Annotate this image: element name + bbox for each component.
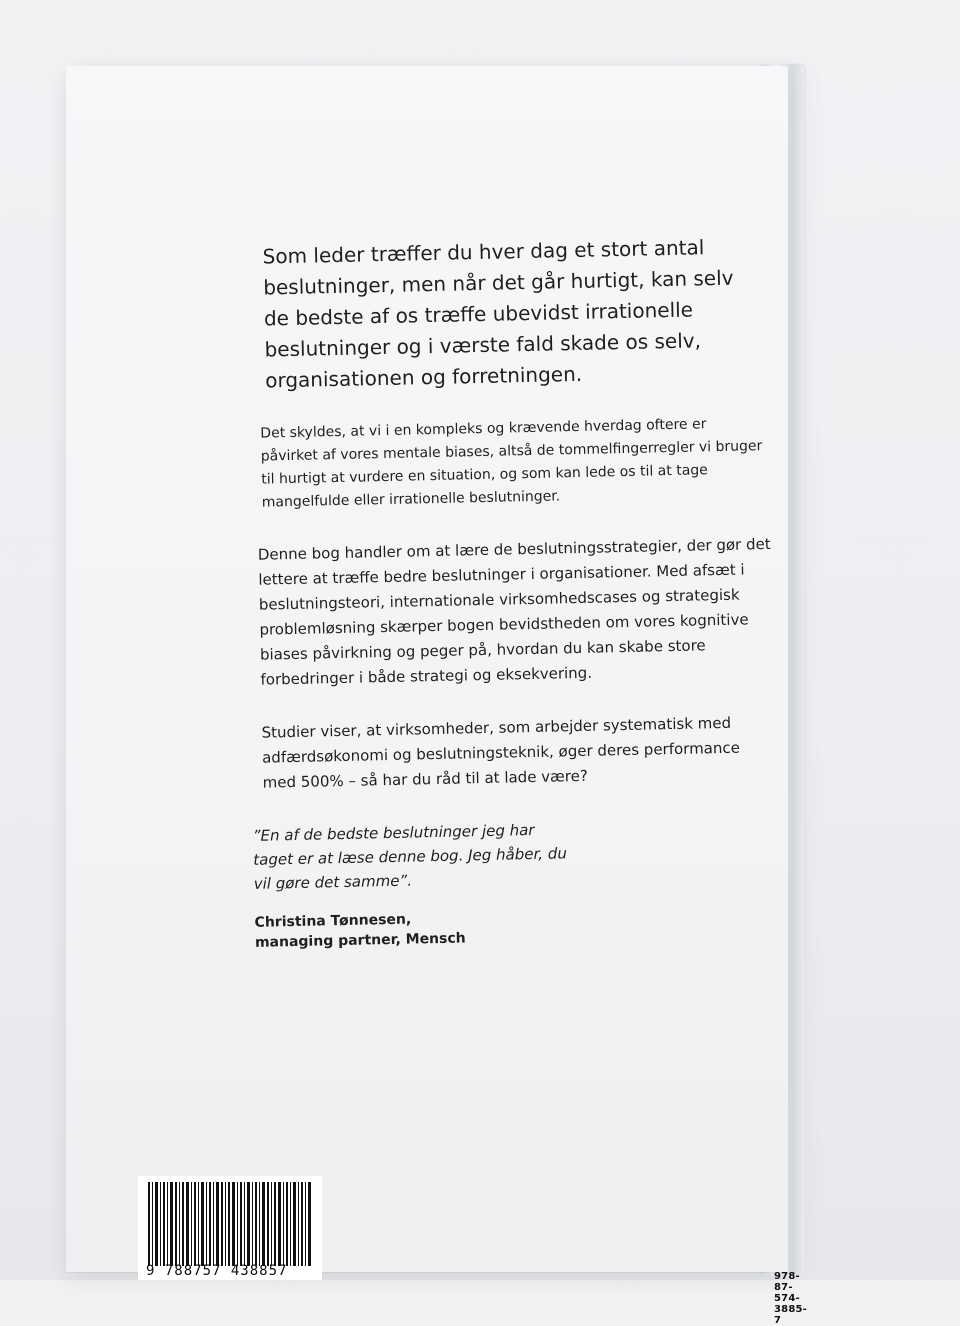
back-cover	[66, 66, 807, 1326]
quote-author	[254, 907, 515, 952]
quote-author-line-1: Christina Tønnesen,	[254, 911, 412, 931]
body-paragraph-2: Denne bog handler om at lære de beslutningsstrategier, der gør det lettere at træffe bedre beslutninger i organisationer. Med afsæt i beslutningsteori, internationale virksomhedscases og strategisk problemløsning skærper bogen bevidstheden om vores kognitive biases påvirkning og peger på, hvordan du kan skabe store forbedringer i både strategi og eksekvering.	[257, 534, 771, 689]
quote: ”En af de bedste beslutninger jeg har taget er at læse denne bog. Jeg håber, du vil gøre det samme”.	[252, 820, 568, 893]
back-cover-text	[240, 214, 811, 952]
body-paragraph-3: Studier viser, at virksomheder, som arbejder systematisk med adfærdsøkonomi og beslutningsteknik, øger deres performance med 500% – så har du råd til at lade være?	[261, 713, 741, 792]
barcode-digits: 9 788757 438857	[146, 1263, 288, 1279]
quote-author-line-2: managing partner, Mensch	[254, 930, 466, 951]
body-paragraph-1: Det skyldes, at vi i en kompleks og krævende hverdag oftere er påvirket af vores mentale biases, altså de tommelfingerregler vi bruger til hurtigt at vurdere en situation, og som kan lede os til at tage mangelfulde eller irrationelle beslutninger.	[260, 416, 763, 511]
isbn-number: 978-87-574-3885-7	[774, 1271, 807, 1326]
lead-paragraph: Som leder træffer du hver dag et stort antal beslutninger, men når det går hurtigt, kan selv de bedste af os træffe ubevidst irrationelle beslutninger og i værste fald skade os selv, organisationen og forretningen.	[262, 235, 734, 393]
barcode	[138, 1176, 322, 1280]
